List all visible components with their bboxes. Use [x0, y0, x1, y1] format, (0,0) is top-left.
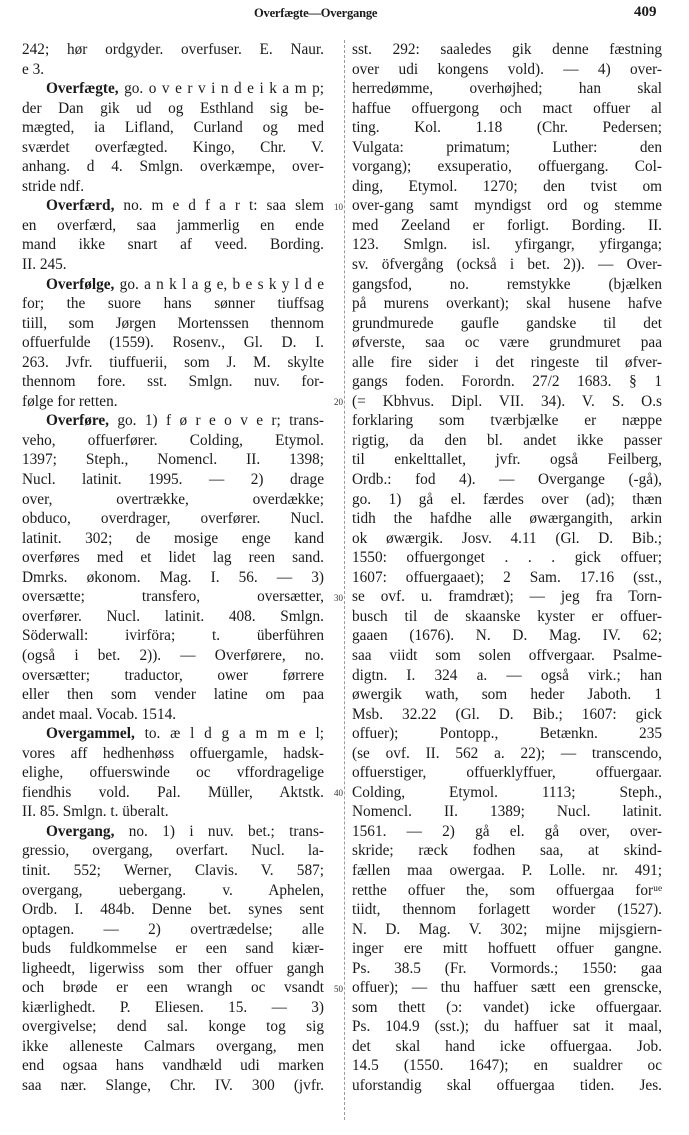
- text-line: [22, 118, 324, 138]
- line-text: forklaring som tværbjælke er næppe: [352, 412, 662, 430]
- text-line: [22, 744, 324, 764]
- text-line: [352, 235, 662, 255]
- line-text: offuer); — thu haffuer sætt een grenscke,: [352, 979, 662, 997]
- text-line: [352, 939, 662, 959]
- text-line: [352, 294, 662, 314]
- text-line: [352, 1076, 662, 1096]
- text-line: [22, 626, 324, 646]
- text-line: [352, 881, 662, 901]
- text-line: [22, 177, 324, 197]
- line-text: 263. Jvfr. tiuffuerii, som J. M. skylte: [22, 353, 324, 371]
- text-line: [352, 646, 662, 666]
- text-line: [352, 450, 662, 470]
- line-text: go. 1) f ø r e o v e r; trans-: [109, 412, 324, 430]
- headword: Overgammel,: [46, 725, 135, 743]
- line-text: II. 85. Smlgn. t. überalt.: [22, 803, 169, 821]
- line-text: go. o v e r v i n d e i k a m p;: [118, 80, 324, 98]
- line-text: N. D. Mag. V. 302; mijne mijsgiern-: [352, 920, 662, 938]
- text-line: [22, 920, 324, 940]
- line-text: tiill, som Jørgen Mortenssen thennom: [22, 314, 324, 332]
- line-text: grundmurede gaufle gandske til det: [352, 314, 662, 332]
- text-line: [352, 470, 662, 490]
- line-text: ligheedt, ligerwiss som ther offuer gangh: [22, 959, 324, 977]
- line-text: retthe offuer the, som offuergaa forᵘᵉ: [352, 881, 662, 899]
- text-line: [22, 959, 324, 979]
- line-text: mægted, ia Lifland, Curland og med: [22, 119, 324, 137]
- line-text: 123. Smlgn. isl. yfirgangr, yfirganga;: [352, 236, 662, 254]
- text-line: [22, 978, 324, 998]
- line-text: eller then som vender latine om paa: [22, 686, 324, 704]
- line-text: buds fuldkommelse er een sand kiær-: [22, 940, 324, 958]
- text-line: [352, 314, 662, 334]
- text-line: [22, 470, 324, 490]
- text-line: [352, 333, 662, 353]
- text-line: [22, 138, 324, 158]
- text-line: [22, 294, 324, 314]
- line-text: oversætte; transfero, oversætter,: [22, 588, 324, 606]
- text-line: [22, 1037, 324, 1057]
- line-text: saa viidt som solen offvergaar. Psalme-: [352, 646, 662, 664]
- line-text: over udi kongens vold). — 4) over-: [352, 60, 662, 78]
- line-text: digtn. I. 324 a. — også virk.; han: [352, 666, 662, 684]
- text-line: [22, 587, 324, 607]
- line-text: (se ovf. II. 562 a. 22); — transcendo,: [352, 744, 662, 762]
- line-text: ting. Kol. 1.18 (Chr. Pedersen;: [352, 119, 662, 137]
- text-line: [22, 1076, 324, 1096]
- line-text: herredømme, overhøjhed; han skal: [352, 80, 662, 98]
- line-text: øwergik wath, som heder Jaboth. 1: [352, 686, 662, 704]
- text-line: [22, 509, 324, 529]
- text-line: [352, 411, 662, 431]
- line-text: over-gang samt myndigst ord og stemme: [352, 197, 662, 215]
- line-text: overgivelse; dend sal. konge tog sig: [22, 1018, 324, 1036]
- text-line: [22, 900, 324, 920]
- text-line: [352, 431, 662, 451]
- line-text: oversætter; traductor, ower førrere: [22, 666, 324, 684]
- text-line: [22, 822, 324, 842]
- line-text: sst. 292: saaledes gik denne fæstning: [352, 41, 662, 58]
- line-text: to. æ l d g a m m e l;: [134, 725, 324, 743]
- text-line: [22, 60, 324, 80]
- text-line: [22, 939, 324, 959]
- line-text: Ps. 38.5 (Fr. Vormords.; 1550: gaa: [352, 959, 662, 977]
- text-line: [352, 216, 662, 236]
- line-text: fiendhis vold. Pal. Müller, Aktstk.: [22, 783, 324, 801]
- text-line: [352, 900, 662, 920]
- text-line: [22, 353, 324, 373]
- line-number-marker: 30: [334, 593, 343, 603]
- text-line: [22, 314, 324, 334]
- line-text: 1561. — 2) gå el. gå over, over-: [352, 822, 662, 840]
- text-line: [22, 783, 324, 803]
- text-line: [352, 666, 662, 686]
- line-text: gangs foden. Forordn. 27/2 1683. § 1: [352, 373, 662, 391]
- line-text: Ordb.: fod 4). — Overgange (-gå),: [352, 471, 662, 489]
- text-line: [352, 822, 662, 842]
- text-line: [22, 763, 324, 783]
- line-text: stride ndf.: [22, 177, 85, 195]
- line-text: 14.5 (1550. 1647); en sualdrer oc: [352, 1057, 662, 1075]
- line-text: Dmrks. økonom. Mag. I. 56. — 3): [22, 568, 324, 586]
- text-line: [352, 118, 662, 138]
- text-line: [352, 40, 662, 60]
- line-text: (= Kbhvus. Dipl. VII. 34). V. S. O.s: [352, 392, 662, 410]
- text-line: [352, 255, 662, 275]
- line-text: Nucl. latinit. 1995. — 2) drage: [22, 471, 324, 489]
- line-number-marker: 50: [334, 984, 343, 994]
- text-line: [352, 802, 662, 822]
- text-line: [22, 333, 324, 353]
- right-column: [352, 40, 662, 1096]
- line-text: Ordb. I. 484b. Denne bet. synes sent: [22, 901, 324, 919]
- line-text: offuerstiger, offuerklyffuer, offuergaar.: [352, 764, 662, 782]
- line-text: inger ere mitt hoffuett offuer gangne.: [352, 940, 662, 958]
- text-line: [22, 548, 324, 568]
- text-line: [22, 607, 324, 627]
- line-text: 1397; Steph., Nomencl. II. 1398;: [22, 451, 324, 469]
- line-text: øfverste, saa oc være grundmuret paa: [352, 334, 662, 352]
- line-text: til enkelttallet, jvfr. også Feilberg,: [352, 451, 662, 469]
- line-text: gaaen (1676). N. D. Mag. IV. 62;: [352, 627, 662, 645]
- line-text: på murens overkant); skal husene hafve: [352, 295, 662, 313]
- text-line: [22, 1017, 324, 1037]
- line-text: go. 1) gå el. færdes over (ad); thæn: [352, 490, 662, 508]
- line-text: der Dan gik ud og Esthland sig be-: [22, 99, 324, 117]
- line-text: busch til de skaanske kyster er offuer-: [352, 607, 662, 625]
- text-line: [22, 802, 324, 822]
- line-text: offuerfulde (1559). Rosenv., Gl. D. I.: [22, 334, 324, 352]
- line-text: se ovf. u. framdræt); — jeg fra Torn-: [352, 588, 662, 606]
- line-text: ikke alleneste Calmars overgang, men: [22, 1037, 324, 1055]
- line-text: end ogsaa hans vandhæld udi marken: [22, 1057, 324, 1075]
- headword: Overgang,: [46, 822, 115, 840]
- text-line: [22, 235, 324, 255]
- headword: Overfærd,: [46, 197, 115, 215]
- text-line: [22, 79, 324, 99]
- text-line: [352, 744, 662, 764]
- column-divider: [344, 40, 345, 1120]
- text-line: [352, 783, 662, 803]
- text-line: [352, 685, 662, 705]
- text-line: [22, 157, 324, 177]
- line-text: vorgang); exsuperatio, offuergang. Col-: [352, 158, 662, 176]
- text-line: [352, 196, 662, 216]
- line-text: tidh the hafdhe alle øwærgangith, arkin: [352, 510, 662, 528]
- line-text: haffue offuergong och mact offuer al: [352, 99, 662, 117]
- text-line: [22, 861, 324, 881]
- headword: Overfølge,: [46, 275, 115, 293]
- text-line: [352, 1037, 662, 1057]
- text-line: [352, 372, 662, 392]
- line-number-marker: 40: [334, 788, 343, 798]
- text-line: [352, 607, 662, 627]
- text-line: [22, 255, 324, 275]
- text-line: [22, 724, 324, 744]
- line-text: saa nær. Slange, Chr. IV. 300 (jvfr.: [22, 1076, 324, 1094]
- text-line: [22, 40, 324, 60]
- line-text: Ps. 104.9 (sst.); du haffuer sat it maal,: [352, 1018, 662, 1036]
- line-text: no. 1) i nuv. bet.; trans-: [114, 822, 324, 840]
- text-line: [352, 861, 662, 881]
- line-text: sv. öfvergång (också i bet. 2)). — Over-: [352, 256, 662, 274]
- line-text: elighe, offuerswinde oc vffordragelige: [22, 764, 324, 782]
- text-line: [352, 392, 662, 412]
- line-text: sværdet overfægted. Kingo, Chr. V.: [22, 138, 324, 156]
- text-line: [352, 275, 662, 295]
- text-line: [352, 60, 662, 80]
- text-line: [352, 626, 662, 646]
- line-text: veho, offuerfører. Colding, Etymol.: [22, 431, 324, 449]
- text-line: [352, 79, 662, 99]
- line-text: obduco, overdrager, overfører. Nucl.: [22, 510, 324, 528]
- text-line: [352, 490, 662, 510]
- line-text: (også i bet. 2)). — Overførere, no.: [22, 646, 324, 664]
- text-line: [352, 920, 662, 940]
- text-line: [352, 138, 662, 158]
- text-line: [352, 157, 662, 177]
- line-number-marker: 10: [334, 202, 343, 212]
- line-text: anhang. d 4. Smlgn. overkæmpe, over-: [22, 158, 324, 176]
- text-line: [352, 1056, 662, 1076]
- line-text: for; the suore hans sønner tiuffsag: [22, 295, 324, 313]
- line-text: Vulgata: primatum; Luther: den: [352, 138, 662, 156]
- line-text: følge for retten.: [22, 392, 118, 410]
- headword: Overføre,: [46, 412, 109, 430]
- line-text: tinit. 552; Werner, Clavis. V. 587;: [22, 861, 324, 879]
- text-line: [352, 509, 662, 529]
- text-line: [22, 568, 324, 588]
- line-text: offuer); Pontopp., Betænkn. 235: [352, 725, 662, 743]
- line-text: over, overtrække, overdække;: [22, 490, 324, 508]
- text-line: [22, 196, 324, 216]
- text-line: [22, 1056, 324, 1076]
- line-text: det skal hand icke offuergaa. Job.: [352, 1037, 662, 1055]
- text-line: [352, 568, 662, 588]
- line-text: 1550: offuergonget . . . gick offuer;: [352, 549, 662, 567]
- text-line: [22, 685, 324, 705]
- running-head: Overfægte—Overgange: [254, 6, 378, 20]
- line-text: vores aff hedhenhøss offuergamle, hadsk-: [22, 744, 324, 762]
- text-line: [352, 548, 662, 568]
- text-line: [352, 99, 662, 119]
- line-text: 1607: offuergaaet); 2 Sam. 17.16 (sst.,: [352, 568, 662, 586]
- line-text: thennom fore. sst. Smlgn. nuv. for-: [22, 373, 324, 391]
- page-header: [0, 4, 689, 28]
- text-line: [22, 372, 324, 392]
- text-line: [352, 177, 662, 197]
- text-line: [22, 646, 324, 666]
- line-text: fællen maa owergaa. P. Lolle. nr. 491;: [352, 861, 662, 879]
- text-line: [352, 705, 662, 725]
- line-text: optagen. — 2) overtrædelse; alle: [22, 920, 324, 938]
- line-text: tiidt, thennom forlagett worder (1527).: [352, 901, 662, 919]
- line-text: uforstandig skal offuergaa tiden. Jes.: [352, 1076, 662, 1094]
- text-line: [22, 881, 324, 901]
- left-column: [22, 40, 324, 1096]
- line-text: Colding, Etymol. 1113; Steph.,: [352, 783, 662, 801]
- line-text: Msb. 32.22 (Gl. D. Bib.; 1607: gick: [352, 705, 662, 723]
- line-text: Nomencl. II. 1389; Nucl. latinit.: [352, 803, 662, 821]
- line-text: ding, Etymol. 1270; den tvist om: [352, 177, 662, 195]
- line-text: mand ikke snart af veed. Bording.: [22, 236, 324, 254]
- text-line: [352, 724, 662, 744]
- text-line: [352, 763, 662, 783]
- text-line: [352, 959, 662, 979]
- line-text: II. 245.: [22, 256, 67, 274]
- text-line: [22, 392, 324, 412]
- text-line: [352, 998, 662, 1018]
- text-line: [22, 705, 324, 725]
- text-line: [22, 275, 324, 295]
- text-line: [22, 666, 324, 686]
- line-text: andet maal. Vocab. 1514.: [22, 705, 177, 723]
- headword: Overfægte,: [46, 80, 119, 98]
- line-text: gangsfod, no. remstykke (bjælken: [352, 275, 662, 293]
- line-text: 242; hør ordgyder. overfuser. E. Naur.: [22, 41, 324, 58]
- text-line: [352, 587, 662, 607]
- text-line: [22, 431, 324, 451]
- text-line: [352, 841, 662, 861]
- line-text: alle fire sider i det ringeste til øfver-: [352, 353, 662, 371]
- line-text: skride; ræck fodhen saa, at skind-: [352, 842, 662, 860]
- text-line: [352, 978, 662, 998]
- line-text: latinit. 302; de mosige enge kand: [22, 529, 324, 547]
- text-line: [22, 490, 324, 510]
- line-text: overfører. Nucl. latinit. 408. Smlgn.: [22, 607, 324, 625]
- text-line: [22, 998, 324, 1018]
- text-line: [22, 411, 324, 431]
- text-line: [352, 1017, 662, 1037]
- line-text: med Zeeland er forligt. Bording. II.: [352, 216, 662, 234]
- line-text: gressio, overgang, overfart. Nucl. la-: [22, 842, 324, 860]
- text-line: [352, 353, 662, 373]
- text-line: [352, 529, 662, 549]
- text-line: [22, 841, 324, 861]
- page-number: 409: [634, 4, 657, 20]
- line-text: som thett (ɔ: vandet) icke offuergaar.: [352, 998, 662, 1016]
- line-text: kiærlighedt. P. Eliesen. 15. — 3): [22, 998, 324, 1016]
- text-line: [22, 99, 324, 119]
- line-text: no. m e d f a r t: saa slem: [114, 197, 324, 215]
- line-number-marker: 20: [334, 397, 343, 407]
- line-text: overføres med et lidet lag reen sand.: [22, 549, 324, 567]
- line-text: en overfærd, saa jammerlig en ende: [22, 216, 324, 234]
- line-text: ok øwærgik. Josv. 4.11 (Gl. D. Bib.;: [352, 529, 662, 547]
- text-line: [22, 529, 324, 549]
- line-text: och brøde er een wrangh oc vsandt: [22, 979, 324, 997]
- text-line: [22, 216, 324, 236]
- line-text: Söderwall: ivirföra; t. überführen: [22, 627, 324, 645]
- line-text: go. a n k l a g e, b e s k y l d e: [114, 275, 324, 293]
- line-text: overgang, uebergang. v. Aphelen,: [22, 881, 324, 899]
- line-text: rigtig, da den bl. andet ikke passer: [352, 431, 662, 449]
- line-text: e 3.: [22, 60, 45, 78]
- text-line: [22, 450, 324, 470]
